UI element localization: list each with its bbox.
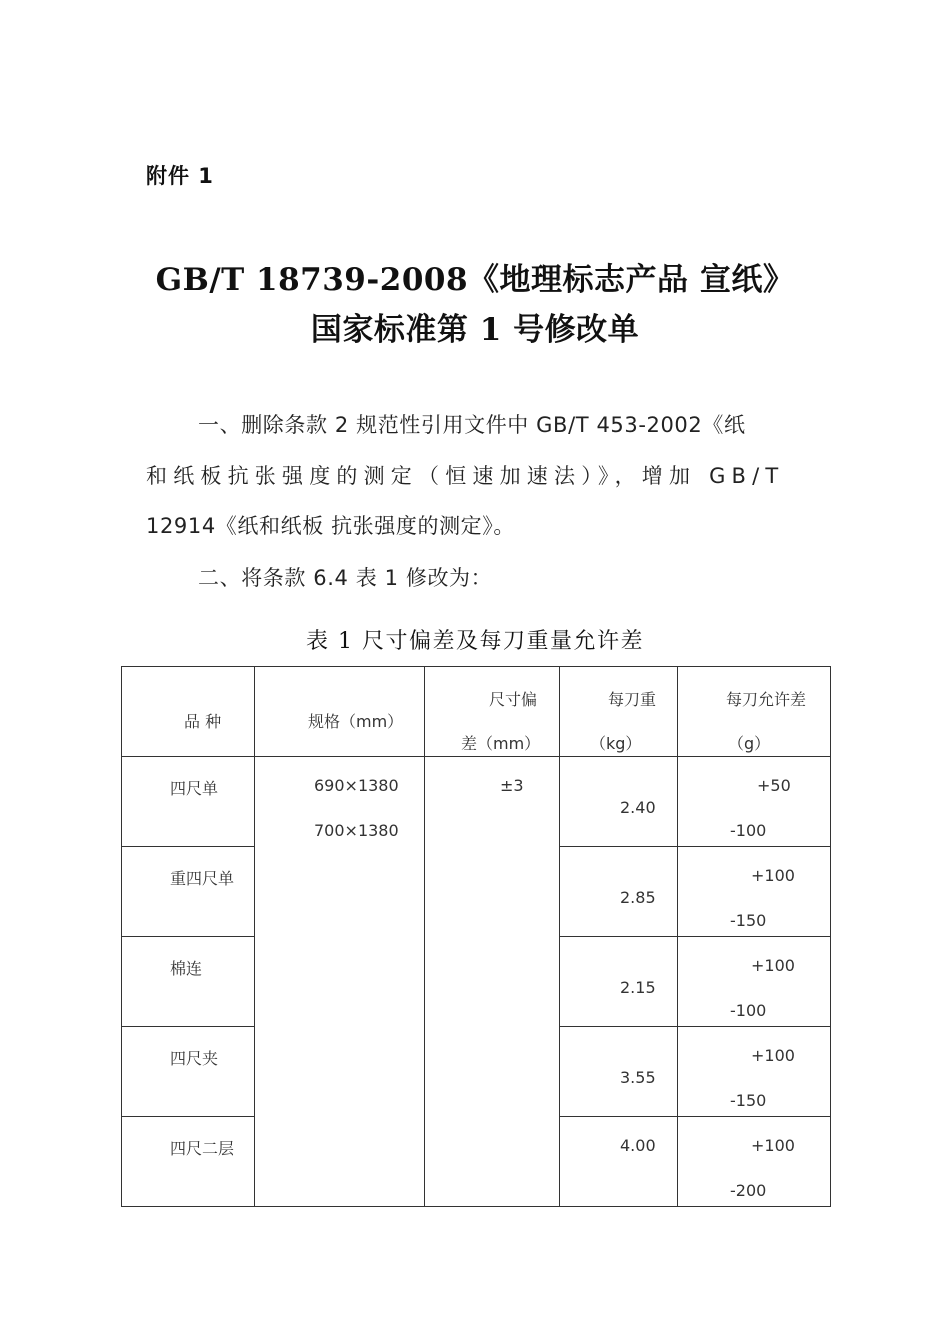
table-caption: 表 1 尺寸偏差及每刀重量允许差 — [306, 629, 644, 654]
spec-value-1: 690×1380 — [314, 776, 399, 795]
variety-cell — [122, 937, 255, 1027]
tolerance-minus: -150 — [730, 1091, 767, 1110]
spec-value-2: 700×1380 — [314, 821, 399, 840]
spec-cell — [255, 757, 425, 1207]
paragraph-1-line-1: 一、删除条款 2 规范性引用文件中 GB/T 453-2002《纸 — [198, 413, 746, 437]
table-row — [122, 757, 831, 847]
tolerance-cell — [678, 1117, 831, 1207]
paragraph-2: 二、将条款 6.4 表 1 修改为： — [198, 566, 493, 590]
variety-cell — [122, 847, 255, 937]
tolerance-minus: -100 — [730, 821, 767, 840]
tolerance-table-container — [121, 666, 830, 1207]
weight-value: 2.85 — [620, 888, 656, 907]
variety-cell — [122, 1117, 255, 1207]
tolerance-plus: +100 — [751, 866, 795, 885]
tolerance-minus: -150 — [730, 911, 767, 930]
header-weight-line-2: （kg） — [590, 734, 642, 753]
tolerance-cell — [678, 1027, 831, 1117]
header-tolerance — [678, 667, 831, 757]
variety-cell — [122, 757, 255, 847]
header-variety — [122, 667, 255, 757]
weight-cell — [560, 847, 678, 937]
variety-value: 四尺二层 — [170, 1139, 235, 1158]
weight-cell — [560, 1117, 678, 1207]
size-deviation-cell — [425, 757, 560, 1207]
variety-value: 重四尺单 — [170, 869, 235, 888]
weight-value: 2.15 — [620, 978, 656, 997]
header-weight-line-1: 每刀重 — [608, 690, 657, 709]
weight-cell — [560, 1027, 678, 1117]
header-size-deviation-line-1: 尺寸偏 — [489, 690, 538, 709]
tolerance-minus: -200 — [730, 1181, 767, 1200]
variety-cell — [122, 1027, 255, 1117]
header-spec — [255, 667, 425, 757]
table-header-row — [122, 667, 831, 757]
header-tolerance-line-1: 每刀允许差 — [726, 690, 807, 709]
variety-value: 四尺夹 — [170, 1049, 219, 1068]
header-tolerance-line-2: （g） — [728, 734, 771, 753]
tolerance-plus: +50 — [757, 776, 791, 795]
tolerance-plus: +100 — [751, 956, 795, 975]
variety-value: 四尺单 — [170, 779, 219, 798]
document-title-line-2: 国家标准第 1 号修改单 — [310, 312, 640, 348]
weight-value: 2.40 — [620, 798, 656, 817]
header-size-deviation-line-2: 差（mm） — [461, 734, 541, 753]
tolerance-plus: +100 — [751, 1046, 795, 1065]
tolerance-plus: +100 — [751, 1136, 795, 1155]
tolerance-cell — [678, 757, 831, 847]
tolerance-table — [121, 666, 831, 1207]
tolerance-cell — [678, 847, 831, 937]
weight-cell — [560, 937, 678, 1027]
header-spec-label: 规格（mm） — [308, 712, 404, 731]
tolerance-minus: -100 — [730, 1001, 767, 1020]
weight-value: 3.55 — [620, 1068, 656, 1087]
paragraph-1-line-2: 和纸板抗张强度的测定（恒速加速法）》，增加 GB/T — [146, 464, 785, 488]
header-weight — [560, 667, 678, 757]
size-deviation-value: ±3 — [500, 776, 524, 795]
header-variety-label: 品 种 — [184, 712, 222, 731]
document-title-line-1: GB/T 18739-2008《地理标志产品 宣纸》 — [155, 262, 795, 298]
weight-value: 4.00 — [620, 1136, 656, 1155]
paragraph-1-line-3: 12914《纸和纸板 抗张强度的测定》。 — [146, 514, 515, 538]
variety-value: 棉连 — [170, 959, 203, 978]
header-size-deviation — [425, 667, 560, 757]
weight-cell — [560, 757, 678, 847]
tolerance-cell — [678, 937, 831, 1027]
attachment-label: 附件 1 — [146, 164, 214, 188]
